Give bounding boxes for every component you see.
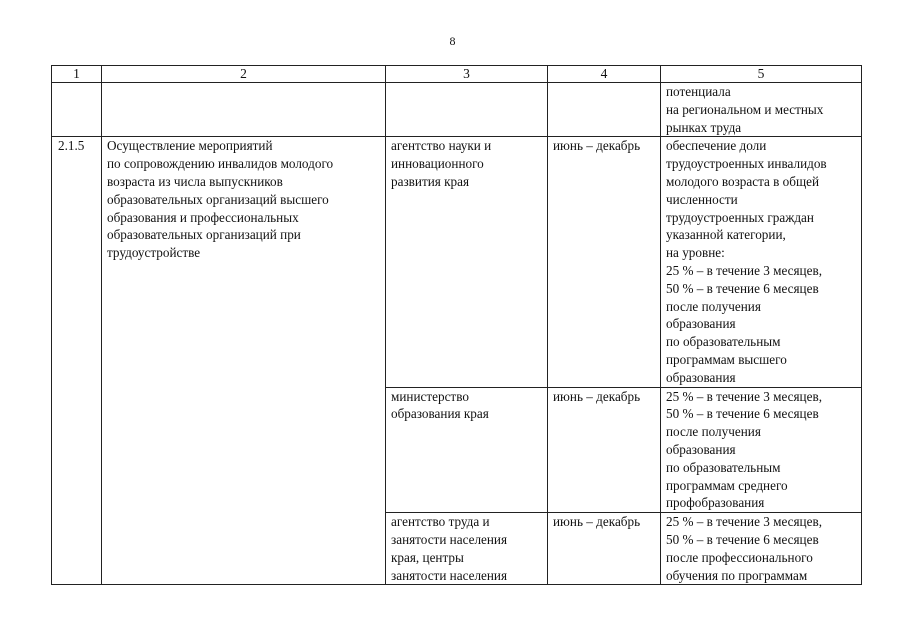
page-number: 8 (449, 34, 456, 48)
executor-cell (386, 387, 548, 513)
column-header: 4 (548, 66, 661, 83)
executor-cell (386, 83, 548, 137)
plan-table (51, 65, 862, 585)
indicator-line: трудоустроенных инвалидов (666, 156, 827, 172)
indicator-line: образования (666, 441, 736, 457)
executor-line: министерство (391, 388, 469, 404)
column-header: 3 (386, 66, 548, 83)
activity-line: образовательных организаций при (107, 227, 301, 243)
activity-cell (102, 83, 386, 137)
indicator-cell (661, 513, 862, 585)
indicator-line: на региональном и местных (666, 101, 824, 117)
activity-line: возраста из числа выпускников (107, 173, 283, 189)
executor-line: образования края (391, 406, 489, 422)
indicator-line: после профессионального (666, 549, 813, 565)
indicator-line: 25 % – в течение 3 месяцев, (666, 262, 822, 278)
indicator-line: на уровне: (666, 245, 725, 261)
indicator-line: 50 % – в течение 6 месяцев (666, 406, 819, 422)
column-header: 2 (102, 66, 386, 83)
indicator-line: профобразования (666, 495, 765, 511)
executor-cell (386, 513, 548, 585)
activity-line: Осуществление мероприятий (107, 138, 273, 154)
column-header: 5 (661, 66, 862, 83)
executor-cell (386, 137, 548, 387)
indicator-line: после получения (666, 424, 761, 440)
indicator-line: 50 % – в течение 6 месяцев (666, 531, 819, 547)
table-header-row (52, 66, 862, 83)
executor-line: края, центры (391, 549, 464, 565)
indicator-line: потенциала (666, 84, 731, 99)
period-cell (548, 83, 661, 137)
table-row (52, 137, 862, 387)
activity-line: по сопровождению инвалидов молодого (107, 156, 334, 172)
executor-line: развития края (391, 173, 470, 189)
indicator-line: трудоустроенных граждан (666, 209, 814, 225)
indicator-line: по образовательным (666, 334, 781, 350)
item-code: 2.1.5 (52, 137, 102, 585)
indicator-line: указанной категории, (666, 227, 786, 243)
indicator-line: 25 % – в течение 3 месяцев, (666, 388, 822, 404)
indicator-line: программам высшего (666, 351, 787, 367)
indicator-line: после получения (666, 298, 761, 314)
period-cell: июнь – декабрь (548, 137, 661, 387)
indicator-line: программам среднего (666, 477, 788, 493)
code-cell (52, 83, 102, 137)
indicator-line: образования (666, 369, 736, 385)
executor-line: занятости населения (391, 567, 508, 583)
executor-line: занятости населения (391, 531, 508, 547)
column-header: 1 (52, 66, 102, 83)
indicator-line: образования (666, 316, 736, 332)
indicator-line: обеспечение доли (666, 138, 767, 154)
indicator-cell (661, 83, 862, 137)
indicator-line: численности (666, 191, 738, 207)
indicator-line: 25 % – в течение 3 месяцев, (666, 514, 822, 530)
indicator-line: молодого возраста в общей (666, 173, 820, 189)
indicator-line: рынках труда (666, 119, 742, 135)
period-cell: июнь – декабрь (548, 387, 661, 513)
activity-line: трудоустройстве (107, 245, 201, 261)
period-cell: июнь – декабрь (548, 513, 661, 585)
indicator-cell (661, 137, 862, 387)
executor-line: инновационного (391, 156, 484, 172)
indicator-line: обучения по программам (666, 567, 808, 583)
executor-line: агентство науки и (391, 138, 492, 154)
activity-line: образования и профессиональных (107, 209, 299, 225)
continuation-row (52, 83, 862, 137)
executor-line: агентство труда и (391, 514, 490, 530)
indicator-line: 50 % – в течение 6 месяцев (666, 280, 819, 296)
indicator-line: по образовательным (666, 459, 781, 475)
activity-cell (102, 137, 386, 585)
indicator-cell (661, 387, 862, 513)
activity-line: образовательных организаций высшего (107, 191, 329, 207)
